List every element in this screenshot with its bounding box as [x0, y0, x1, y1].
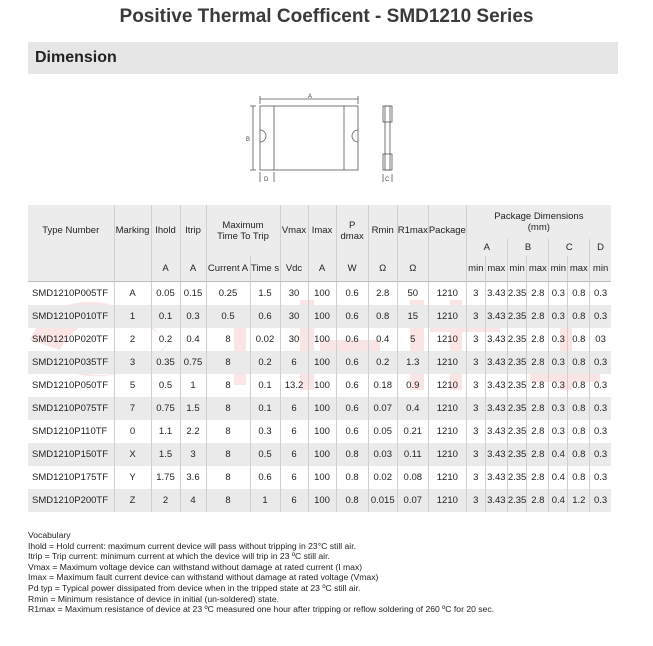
table-cell: 0.4 [368, 328, 397, 351]
table-cell: 4 [180, 489, 206, 512]
table-row [28, 328, 611, 351]
table-cell: 8 [206, 328, 250, 351]
table-cell: 0.3 [549, 374, 568, 397]
dimension-diagram [240, 90, 400, 185]
table-cell: 3.6 [180, 466, 206, 489]
table-cell: 0.8 [336, 443, 368, 466]
table-cell: 0.5 [250, 443, 280, 466]
table-cell: 1210 [428, 374, 466, 397]
table-cell: 2.35 [507, 466, 527, 489]
table-cell: 3.43 [485, 466, 507, 489]
table-cell: 5 [114, 374, 151, 397]
table-cell: 100 [308, 351, 336, 374]
table-cell: 3 [466, 305, 485, 328]
table-cell: 1210 [428, 397, 466, 420]
table-cell: 0.8 [568, 420, 590, 443]
table-cell: 5 [397, 328, 428, 351]
table-row [28, 374, 611, 397]
table-cell: 0.8 [568, 282, 590, 306]
table-cell: 0.3 [549, 305, 568, 328]
section-header [28, 42, 618, 74]
unit-current: Current A [206, 256, 250, 282]
table-cell: 30 [280, 328, 308, 351]
header-vmax: Vmax [280, 205, 308, 256]
table-cell: 6 [280, 466, 308, 489]
table-cell: 0.8 [568, 466, 590, 489]
vocabulary-line: Imax = Maximum fault current device can withstand without damage at rated voltage (Vmax) [28, 572, 379, 583]
header-pdmax: P dmax [336, 205, 368, 256]
unit-a-min: min [466, 256, 485, 282]
unit-d-min: min [590, 256, 611, 282]
table-cell: 0.2 [151, 328, 180, 351]
header-itrip: Itrip [180, 205, 206, 256]
table-cell: 1210 [428, 489, 466, 512]
table-cell: 03 [595, 334, 606, 345]
table-cell: 0.3 [593, 380, 608, 391]
table-cell: 3 [466, 397, 485, 420]
table-cell: 8 [206, 466, 250, 489]
table-cell: 0.75 [180, 351, 206, 374]
cell-type-number: SMD1210P005TF [28, 282, 114, 306]
unit-time: Time s [250, 256, 280, 282]
table-cell: 0.75 [151, 397, 180, 420]
unit-b-max: max [527, 256, 549, 282]
table-cell: 2.8 [527, 420, 549, 443]
table-cell: 2.35 [507, 420, 527, 443]
cell-type-number: SMD1210P200TF [28, 489, 114, 512]
table-cell: 8 [206, 489, 250, 512]
table-cell: 0.11 [397, 443, 428, 466]
table-cell: A [114, 282, 151, 306]
table-cell: 13.2 [280, 374, 308, 397]
dim-label-d: D [264, 177, 269, 183]
table-cell: 0.6 [336, 305, 368, 328]
table-cell: 0.1 [250, 397, 280, 420]
table-cell: 1 [114, 305, 151, 328]
table-cell: 1210 [428, 328, 466, 351]
table-cell: 2.8 [527, 443, 549, 466]
table-cell: 0.03 [368, 443, 397, 466]
table-cell: 0.8 [336, 489, 368, 512]
unit-imax: A [308, 256, 336, 282]
table-cell: 2.8 [527, 489, 549, 512]
table-cell: 0.8 [568, 305, 590, 328]
dim-label-b: B [246, 137, 251, 143]
vocabulary-line: R1max = Maximum resistance of device at 23 ºC measured one hour after tripping or reflow soldering of 260 ºC for 20 sec. [28, 604, 495, 615]
vocabulary-line: Pd typ = Typical power dissipated from device when in the tripped state at 23 ºC still air. [28, 582, 361, 593]
table-cell: 0.3 [593, 426, 608, 437]
table-cell: 0.8 [568, 351, 590, 374]
table-cell: 3 [466, 282, 485, 306]
table-cell: 2.35 [507, 443, 527, 466]
table-cell: 0.3 [250, 420, 280, 443]
table-cell: 0.25 [206, 282, 250, 306]
table-cell: 3.43 [485, 397, 507, 420]
table-cell: 3.43 [485, 328, 507, 351]
table-cell: 1 [250, 489, 280, 512]
table-cell: 3.43 [485, 282, 507, 306]
table-cell: 0.6 [336, 328, 368, 351]
table-cell: 0.8 [368, 305, 397, 328]
table-cell: 0.2 [368, 351, 397, 374]
header-r1max: R1max [397, 205, 428, 256]
table-cell: 2.35 [507, 305, 527, 328]
table-cell: 100 [308, 420, 336, 443]
table-cell: 0.3 [549, 397, 568, 420]
table-row [28, 466, 611, 489]
section-title: Dimension [35, 49, 117, 66]
unit-vmax: Vdc [280, 256, 308, 282]
table-cell: 3.43 [485, 351, 507, 374]
table-cell: 3 [466, 420, 485, 443]
cell-type-number: SMD1210P020TF [28, 328, 114, 351]
table-cell: 2.35 [507, 328, 527, 351]
table-cell: 0.3 [590, 397, 611, 420]
table-cell: 1210 [428, 466, 466, 489]
table-cell: 3 [466, 489, 485, 512]
table-cell: 3 [114, 351, 151, 374]
cell-type-number: SMD1210P110TF [28, 420, 114, 443]
table-cell: 1210 [428, 443, 466, 466]
unit-b-min: min [507, 256, 527, 282]
table-cell: 15 [397, 305, 428, 328]
vocabulary [28, 530, 494, 615]
table-cell: 0.8 [568, 328, 590, 351]
table-row [28, 282, 611, 306]
table-cell: 0.5 [151, 374, 180, 397]
table-cell: Z [114, 489, 151, 512]
table-cell: 0.4 [549, 443, 568, 466]
table-cell: 0.3 [549, 420, 568, 443]
table-cell: 1.75 [151, 466, 180, 489]
table-cell: 0.1 [250, 374, 280, 397]
unit-c-min: min [549, 256, 568, 282]
table-cell: 3.43 [485, 443, 507, 466]
unit-marking-blank [114, 256, 151, 282]
table-cell: 2.8 [527, 397, 549, 420]
table-cell: 0.2 [250, 351, 280, 374]
table-cell: 0.05 [151, 282, 180, 306]
vocabulary-line: Ihold = Hold current: maximum current device will pass without tripping in 23°C still air. [28, 540, 356, 551]
table-cell: 2.8 [527, 351, 549, 374]
table-cell: 1 [180, 374, 206, 397]
table-cell: 2.35 [507, 397, 527, 420]
table-cell: 1.2 [568, 489, 590, 512]
table-cell: 0 [114, 420, 151, 443]
table-cell: 2.35 [507, 351, 527, 374]
table-cell: 0.02 [250, 328, 280, 351]
header-dim-c: C [549, 239, 590, 256]
table-cell: 0.08 [397, 466, 428, 489]
table-cell: 2.35 [507, 374, 527, 397]
header-rmin: Rmin [368, 205, 397, 256]
table-cell: 100 [308, 443, 336, 466]
dim-label-a: A [308, 94, 313, 100]
table-cell: 1210 [428, 351, 466, 374]
table-cell: 1210 [428, 420, 466, 443]
table-cell: 6 [280, 489, 308, 512]
table-cell: 100 [308, 466, 336, 489]
table-cell: 1.5 [250, 282, 280, 306]
table-cell: 1.5 [151, 443, 180, 466]
table-cell: 0.07 [368, 397, 397, 420]
table-cell: 0.15 [180, 282, 206, 306]
table-cell: 0.8 [568, 397, 590, 420]
table-cell: 2.35 [507, 489, 527, 512]
table-cell: 0.6 [250, 305, 280, 328]
table-cell: 3 [466, 374, 485, 397]
table-cell: 0.3 [590, 489, 611, 512]
header-dim-a: A [466, 239, 507, 256]
cell-type-number: SMD1210P075TF [28, 397, 114, 420]
table-cell: 0.8 [336, 466, 368, 489]
table-cell: 2 [114, 328, 151, 351]
table-cell: 100 [308, 374, 336, 397]
vocabulary-line: Rmin = Minimum resistance of device in initial (un-soldered) state. [28, 593, 279, 604]
table-cell: 0.5 [206, 305, 250, 328]
cell-type-number: SMD1210P175TF [28, 466, 114, 489]
header-imax: Imax [308, 205, 336, 256]
table-cell: 0.3 [590, 443, 611, 466]
table-cell: 0.6 [336, 397, 368, 420]
table-cell: 3 [466, 351, 485, 374]
table-cell: 1.3 [397, 351, 428, 374]
table-cell: 8 [206, 443, 250, 466]
table-cell: 2.8 [527, 374, 549, 397]
table-cell: 0.3 [590, 305, 611, 328]
table-cell: 50 [397, 282, 428, 306]
table-cell: 100 [308, 282, 336, 306]
table-cell: 100 [308, 397, 336, 420]
table-cell: Y [114, 466, 151, 489]
table-cell: 0.4 [549, 489, 568, 512]
unit-itrip: A [180, 256, 206, 282]
table-cell: 30 [280, 305, 308, 328]
table-cell: 0.6 [336, 374, 368, 397]
table-cell: 2.2 [180, 420, 206, 443]
table-cell: 7 [114, 397, 151, 420]
table-cell: 0.18 [368, 374, 397, 397]
table-cell: 3 [180, 443, 206, 466]
header-ihold: Ihold [151, 205, 180, 256]
table-row [28, 397, 611, 420]
table-cell: 3 [466, 466, 485, 489]
table-cell: 8 [206, 420, 250, 443]
vocabulary-line: Vmax = Maximum voltage device can withstand without damage at rated current (I max) [28, 561, 363, 572]
header-marking: Marking [114, 205, 151, 256]
table-cell: 0.4 [549, 466, 568, 489]
unit-a-max: max [485, 256, 507, 282]
spec-table [28, 205, 611, 512]
table-cell: 1210 [428, 282, 466, 306]
cell-type-number: SMD1210P150TF [28, 443, 114, 466]
table-cell: 6 [280, 443, 308, 466]
table-cell: 0.8 [568, 443, 590, 466]
table-cell: 8 [206, 374, 250, 397]
header-dim-b: B [507, 239, 549, 256]
cell-type-number: SMD1210P010TF [28, 305, 114, 328]
table-cell: 0.1 [151, 305, 180, 328]
header-package-dimensions: Package Dimensions (mm) [466, 205, 611, 239]
unit-c-max: max [568, 256, 590, 282]
page-title: Positive Thermal Coefficent - SMD1210 Series [119, 6, 534, 27]
table-cell: 6 [280, 397, 308, 420]
unit-pd: W [336, 256, 368, 282]
table-cell: 0.3 [593, 472, 608, 483]
table-cell: 0.3 [593, 288, 608, 299]
table-cell: 0.35 [151, 351, 180, 374]
table-cell: 0.6 [336, 420, 368, 443]
dim-label-c: C [385, 177, 390, 183]
table-cell: 6 [280, 351, 308, 374]
table-cell: 6 [280, 420, 308, 443]
table-cell: 0.8 [568, 374, 590, 397]
table-cell: 2 [151, 489, 180, 512]
cell-type-number: SMD1210P035TF [28, 351, 114, 374]
header-type-number: Type Number [28, 205, 114, 256]
table-row [28, 443, 611, 466]
header-package: Package [428, 205, 466, 256]
table-cell: 0.4 [397, 397, 428, 420]
table-cell: 2.8 [527, 328, 549, 351]
cell-type-number: SMD1210P050TF [28, 374, 114, 397]
table-cell: 0.3 [549, 351, 568, 374]
table-cell: 0.3 [180, 305, 206, 328]
table-cell: 3.43 [485, 305, 507, 328]
unit-rmin: Ω [368, 256, 397, 282]
table-cell: 8 [206, 351, 250, 374]
unit-r1max: Ω [397, 256, 428, 282]
table-cell: 0.6 [336, 351, 368, 374]
table-cell: 0.4 [180, 328, 206, 351]
table-cell: 2.8 [527, 282, 549, 306]
table-cell: 1.1 [151, 420, 180, 443]
unit-type-blank [28, 256, 114, 282]
table-cell: X [114, 443, 151, 466]
table-cell: 3.43 [485, 374, 507, 397]
vocabulary-line: Itrip = Trip current: minimum current at which the device will trip in 23 ºC still air. [28, 551, 330, 562]
table-row [28, 420, 611, 443]
table-cell: 100 [308, 328, 336, 351]
table-cell: 100 [308, 305, 336, 328]
table-cell: 0.07 [397, 489, 428, 512]
table-row [28, 351, 611, 374]
table-cell: 8 [206, 397, 250, 420]
table-cell: 0.02 [368, 466, 397, 489]
table-cell: 0.6 [336, 282, 368, 306]
table-cell: 0.6 [250, 466, 280, 489]
table-cell: 2.35 [507, 282, 527, 306]
table-cell: 0.015 [368, 489, 397, 512]
table-cell: 1.5 [180, 397, 206, 420]
table-cell: 0.9 [397, 374, 428, 397]
table-cell: 0.05 [368, 420, 397, 443]
unit-ihold: A [151, 256, 180, 282]
table-cell: 100 [308, 489, 336, 512]
table-cell: 2.8 [527, 305, 549, 328]
table-cell: 0.3 [549, 282, 568, 306]
vocabulary-title: Vocabulary [28, 530, 71, 540]
table-cell: 0.3 [590, 351, 611, 374]
table-cell: 3.43 [485, 489, 507, 512]
table-row [28, 305, 611, 328]
table-row [28, 489, 611, 512]
table-cell: 2.8 [527, 466, 549, 489]
table-cell: 3 [466, 443, 485, 466]
header-max-time-to-trip: Maximum Time To Trip [206, 205, 280, 256]
table-cell: 30 [280, 282, 308, 306]
header-dim-d: D [590, 239, 611, 256]
table-cell: 1210 [428, 305, 466, 328]
unit-package-blank [428, 256, 466, 282]
table-cell: 0.3 [549, 328, 568, 351]
table-cell: 3.43 [485, 420, 507, 443]
table-cell: 3 [466, 328, 485, 351]
table-cell: 0.21 [397, 420, 428, 443]
table-cell: 2.8 [368, 282, 397, 306]
